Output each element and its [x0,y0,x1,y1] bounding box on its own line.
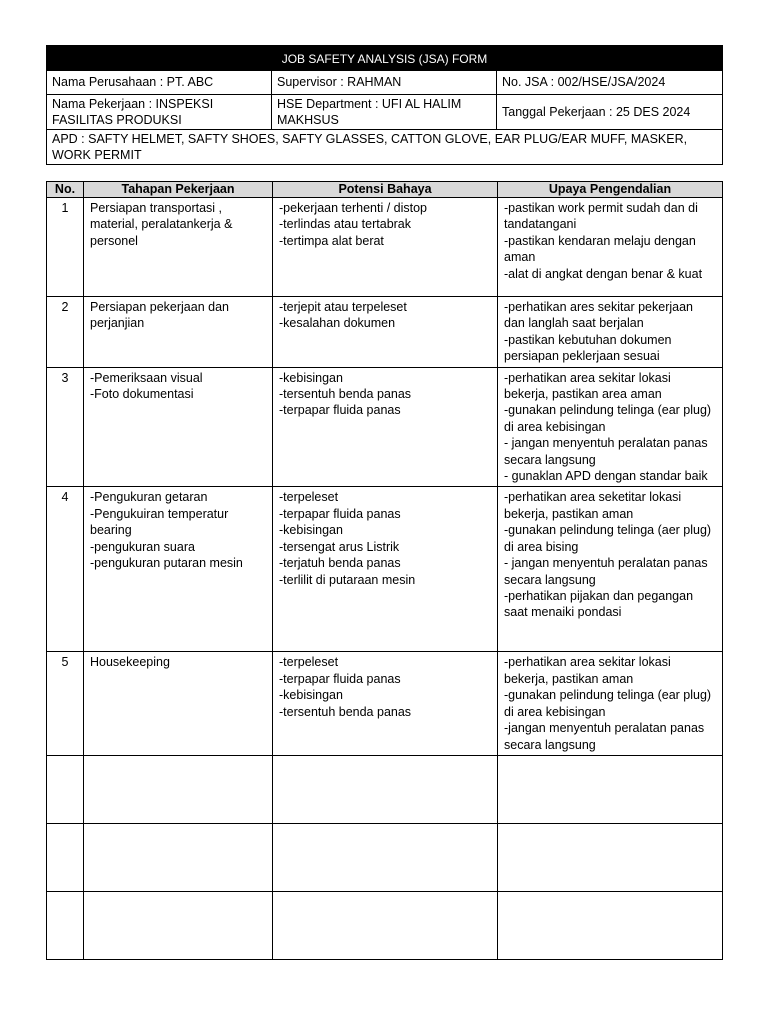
row-number-cell: 2 [47,297,84,368]
table-row [47,367,723,487]
table-header-row [47,182,723,198]
hazard-text: -terlilit di putaraan mesin [279,572,416,587]
hazard-text: -terpeleset [279,490,339,505]
jsa-header-table [46,45,723,165]
hazard-text: -terpapar fluida panas [279,671,401,686]
job-name-field: Nama Pekerjaan : INSPEKSI FASILITAS PRODUKSI [47,95,272,130]
row-number-cell: 5 [47,652,84,755]
step-text: Persiapan pekerjaan dan perjanjian [90,300,229,331]
hazard-text: -terlindas atau tertabrak [279,217,412,232]
control-cell [498,487,723,652]
table-body [47,198,723,960]
column-header-hazards: Potensi Bahaya [273,182,498,198]
control-text: -pastikan kendaran melaju dengan aman [504,233,696,265]
hazard-text: -tersentuh benda panas [279,704,412,719]
hazard-text: -kebisingan [279,370,343,385]
step-cell [84,198,273,297]
control-text: -perhatikan ares sekitar pekerjaan dan langlah saat berjalan [504,300,693,331]
step-text: -pengukuran putaran mesin [90,556,243,571]
step-text: -Pengukuran getaran [90,490,208,505]
step-text: -Pengukuiran temperatur bearing [90,506,229,538]
hazard-text: -tertimpa alat berat [279,233,384,248]
department-field: HSE Department : UFI AL HALIM MAKHSUS [272,95,497,130]
control-text: -pastikan work permit sudah dan di tandatangani [504,201,698,232]
jsa-steps-table [46,181,723,960]
hazard-cell [273,823,498,891]
control-text: - gunaklan APD dengan standar baik [504,469,708,484]
apd-field: APD : SAFTY HELMET, SAFTY SHOES, SAFTY GLASSES, CATTON GLOVE, EAR PLUG/EAR MUFF, MASKER, WORK PERMIT [47,129,723,164]
control-text: -gunakan pelindung telinga (ear plug) di area kebisingan [504,403,712,434]
empty-table-row [47,891,723,959]
control-cell [498,823,723,891]
hazard-text: -tersengat arus Listrik [279,539,400,554]
hazard-cell [273,652,498,755]
row-number-cell: 3 [47,367,84,487]
hazard-text: -kebisingan [279,688,343,703]
step-text: Persiapan transportasi , material, peralatankerja & personel [90,201,233,248]
hazard-text: -terjepit atau terpeleset [279,300,407,314]
form-title: JOB SAFETY ANALYSIS (JSA) FORM [47,46,723,71]
empty-table-row [47,755,723,823]
control-cell [498,367,723,487]
hazard-text: -terpapar fluida panas [279,506,401,521]
control-cell [498,891,723,959]
control-text: -perhatikan area sekitar lokasi bekerja, pastikan area aman [504,370,671,402]
hazard-text: -terpeleset [279,655,339,670]
control-text: -alat di angkat dengan benar & kuat [504,266,703,281]
control-text: - jangan menyentuh peralatan panas secara langsung [504,556,708,587]
table-row [47,198,723,297]
step-cell [84,652,273,755]
control-text: -gunakan pelindung telinga (ear plug) di area kebisingan [504,688,712,719]
hazard-text: -kebisingan [279,523,343,538]
jsa-number-field: No. JSA : 002/HSE/JSA/2024 [497,71,723,95]
company-field: Nama Perusahaan : PT. ABC [47,71,272,95]
column-header-steps: Tahapan Pekerjaan [84,182,273,198]
hazard-cell [273,487,498,652]
row-number-cell [47,823,84,891]
row-number-cell: 4 [47,487,84,652]
control-text: -perhatikan pijakan dan pegangan saat menaiki pondasi [504,588,694,620]
control-text: -perhatikan area seketitar lokasi bekerja, pastikan aman [504,490,682,521]
step-cell [84,487,273,652]
table-row [47,652,723,755]
hazard-cell [273,755,498,823]
control-text: -perhatikan area sekitar lokasi bekerja, pastikan aman [504,655,671,686]
control-cell [498,297,723,368]
column-header-controls: Upaya Pengendalian [498,182,723,198]
hazard-cell [273,198,498,297]
empty-table-row [47,823,723,891]
control-cell [498,652,723,755]
table-row [47,297,723,368]
step-text: Housekeeping [90,655,170,670]
step-text: -Foto dokumentasi [90,387,194,402]
control-text: -pastikan kebutuhan dokumen persiapan peklerjaan sesuai [504,332,672,364]
job-date-field: Tanggal Pekerjaan : 25 DES 2024 [497,95,723,130]
step-cell [84,297,273,368]
row-number-cell [47,755,84,823]
supervisor-field: Supervisor : RAHMAN [272,71,497,95]
row-number-cell [47,891,84,959]
step-text: -pengukuran suara [90,539,195,554]
step-cell [84,367,273,487]
hazard-text: -terpapar fluida panas [279,403,401,418]
column-header-no: No. [47,182,84,198]
table-row [47,487,723,652]
control-text: -gunakan pelindung telinga (aer plug) di area bising [504,523,712,554]
hazard-cell [273,297,498,368]
control-text: -jangan menyentuh peralatan panas secara langsung [504,721,705,752]
hazard-text: -tersentuh benda panas [279,387,412,402]
step-cell [84,891,273,959]
hazard-text: -terjatuh benda panas [279,556,401,571]
hazard-text: -pekerjaan terhenti / distop [279,201,428,215]
control-text: - jangan menyentuh peralatan panas secara langsung [504,436,708,467]
step-text: -Pemeriksaan visual [90,370,203,385]
control-cell [498,198,723,297]
control-cell [498,755,723,823]
row-number-cell: 1 [47,198,84,297]
hazard-text: -kesalahan dokumen [279,316,396,331]
step-cell [84,755,273,823]
hazard-cell [273,891,498,959]
hazard-cell [273,367,498,487]
step-cell [84,823,273,891]
